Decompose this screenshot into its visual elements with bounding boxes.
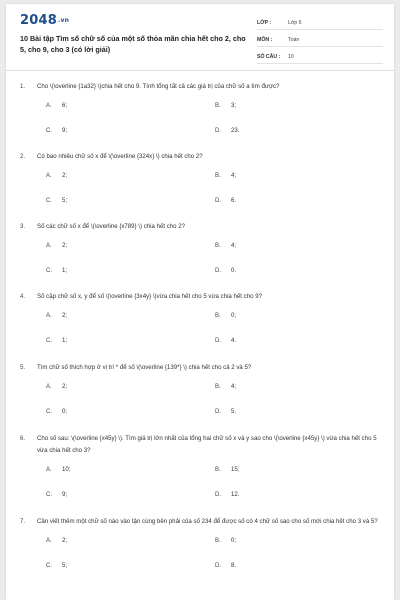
option-label: C.: [46, 337, 53, 344]
option-value: 0;: [231, 312, 237, 319]
option-d[interactable]: [215, 188, 384, 213]
option-c[interactable]: [46, 399, 215, 424]
option-value: 10;: [62, 466, 71, 473]
option-a[interactable]: [46, 93, 215, 118]
option-value: 4.: [231, 337, 237, 344]
option-a[interactable]: [46, 163, 215, 188]
option-b[interactable]: [215, 374, 384, 399]
option-d[interactable]: [215, 399, 384, 424]
option-b[interactable]: [215, 457, 384, 482]
question-stem: [20, 81, 384, 93]
question-5: [20, 362, 384, 424]
option-value: 8.: [231, 562, 237, 569]
question-3: [20, 221, 384, 283]
option-value: 12.: [231, 491, 240, 498]
option-d[interactable]: [215, 118, 384, 143]
option-value: 9;: [62, 491, 68, 498]
question-number: 5.: [20, 364, 26, 371]
question-text: Số các chữ số x để \(\overline {x789} \) chia hết cho 2?: [37, 223, 186, 230]
question-stem: [20, 516, 384, 528]
option-a[interactable]: [46, 233, 215, 258]
option-label: B.: [215, 312, 221, 319]
question-text: Cho số sau: \(\overline {x45y} \). Tìm giá trị lớn nhất của tổng hai chữ số x và y sao cho \(\overline {x45y} \) vừa chia hết cho 5 vừa chia hết cho 3?: [37, 435, 377, 454]
option-c[interactable]: [46, 553, 215, 578]
question-text: Tìm chữ số thích hợp ở vị trí * để số \(\overline {139*} \) chia hết cho cả 2 và 5?: [37, 364, 252, 371]
meta-value: 10: [288, 53, 294, 60]
site-logo[interactable]: [20, 13, 69, 28]
option-label: D.: [215, 562, 222, 569]
question-6: [20, 433, 384, 507]
meta-value: Toán: [288, 36, 300, 43]
option-label: A.: [46, 242, 52, 249]
option-d[interactable]: [215, 328, 384, 353]
question-text: Có bao nhiêu chữ số x để \(\overline {324x} \) chia hết cho 2?: [37, 153, 203, 160]
option-label: D.: [215, 408, 222, 415]
option-c[interactable]: [46, 328, 215, 353]
question-text: Số cặp chữ số x, y để số \(\overline {3x4y} \)vừa chia hết cho 5 vừa chia hết cho 9?: [37, 293, 262, 300]
question-number: 2.: [20, 153, 26, 160]
option-label: B.: [215, 537, 221, 544]
option-c[interactable]: [46, 482, 215, 507]
answer-options: [46, 303, 384, 353]
option-label: C.: [46, 562, 53, 569]
answer-options: [46, 233, 384, 283]
option-a[interactable]: [46, 528, 215, 553]
option-label: B.: [215, 466, 221, 473]
option-value: 2;: [62, 312, 68, 319]
option-b[interactable]: [215, 163, 384, 188]
meta-value: Lớp 6: [288, 19, 302, 26]
option-value: 4;: [231, 242, 237, 249]
question-stem: [20, 291, 384, 303]
option-label: C.: [46, 408, 53, 415]
option-value: 0;: [231, 537, 237, 544]
question-stem: [20, 433, 384, 457]
logo-main: 2048: [20, 13, 57, 28]
question-stem: [20, 151, 384, 163]
option-a[interactable]: [46, 457, 215, 482]
answer-options: [46, 457, 384, 507]
option-label: A.: [46, 537, 52, 544]
option-value: 4;: [231, 172, 237, 179]
option-value: 15;: [231, 466, 240, 473]
option-d[interactable]: [215, 553, 384, 578]
option-label: B.: [215, 383, 221, 390]
option-d[interactable]: [215, 482, 384, 507]
option-value: 0;: [62, 408, 68, 415]
meta-row-class: [257, 16, 383, 30]
option-value: 3;: [231, 102, 237, 109]
question-stem: [20, 221, 384, 233]
option-label: D.: [215, 127, 222, 134]
question-stem: [20, 362, 384, 374]
option-value: 6;: [62, 102, 68, 109]
option-c[interactable]: [46, 118, 215, 143]
logo-suffix: .vn: [57, 17, 70, 24]
question-7: [20, 516, 384, 578]
question-number: 7.: [20, 518, 26, 525]
option-b[interactable]: [215, 528, 384, 553]
option-value: 4;: [231, 383, 237, 390]
option-label: C.: [46, 197, 53, 204]
worksheet-header: [6, 4, 394, 71]
question-text: Cho \(\overline {1a32} \)chia hết cho 9. Tính tổng tất cả các giá trị của chữ số a tìm được?: [37, 83, 280, 90]
option-value: 2;: [62, 242, 68, 249]
option-value: 9;: [62, 127, 68, 134]
option-a[interactable]: [46, 374, 215, 399]
option-label: A.: [46, 312, 52, 319]
option-c[interactable]: [46, 188, 215, 213]
option-label: C.: [46, 127, 53, 134]
option-value: 5;: [62, 562, 68, 569]
option-value: 2;: [62, 383, 68, 390]
option-b[interactable]: [215, 93, 384, 118]
question-4: [20, 291, 384, 353]
option-value: 0.: [231, 267, 237, 274]
option-b[interactable]: [215, 303, 384, 328]
option-b[interactable]: [215, 233, 384, 258]
answer-options: [46, 93, 384, 143]
worksheet-title: 10 Bài tập Tìm số chữ số của một số thỏa mãn chia hết cho 2, cho 5, cho 9, cho 3 (có lời giải): [20, 34, 246, 54]
question-number: 3.: [20, 223, 26, 230]
question-1: [20, 81, 384, 143]
option-label: D.: [215, 267, 222, 274]
option-value: 2;: [62, 172, 68, 179]
option-c[interactable]: [46, 258, 215, 283]
meta-row-subject: [257, 33, 383, 47]
answer-options: [46, 528, 384, 578]
answer-options: [46, 163, 384, 213]
option-label: D.: [215, 337, 222, 344]
option-value: 23.: [231, 127, 240, 134]
option-value: 1;: [62, 267, 68, 274]
meta-key: MÔN :: [257, 36, 273, 43]
question-number: 4.: [20, 293, 26, 300]
question-2: [20, 151, 384, 213]
option-label: D.: [215, 491, 222, 498]
option-label: C.: [46, 267, 53, 274]
question-text: Cần viết thêm một chữ số nào vào tận cùng bên phải của số 234 để được số có 4 chữ số sao cho số mới chia hết cho 3 và 5?: [37, 518, 378, 525]
option-label: B.: [215, 242, 221, 249]
worksheet-page: [6, 4, 394, 600]
option-value: 6.: [231, 197, 237, 204]
question-number: 6.: [20, 435, 26, 442]
answer-options: [46, 374, 384, 424]
option-label: B.: [215, 102, 221, 109]
option-label: D.: [215, 197, 222, 204]
option-d[interactable]: [215, 258, 384, 283]
question-number: 1.: [20, 83, 26, 90]
option-value: 5;: [62, 197, 68, 204]
meta-key: SỐ CÂU :: [257, 53, 281, 60]
option-value: 2;: [62, 537, 68, 544]
option-label: C.: [46, 491, 53, 498]
meta-key: LỚP :: [257, 19, 272, 26]
option-value: 1;: [62, 337, 68, 344]
worksheet-meta: [257, 16, 383, 67]
option-label: A.: [46, 172, 52, 179]
option-label: B.: [215, 172, 221, 179]
option-a[interactable]: [46, 303, 215, 328]
meta-row-question-count: [257, 50, 383, 64]
option-label: A.: [46, 102, 52, 109]
option-value: 5.: [231, 408, 237, 415]
option-label: A.: [46, 466, 52, 473]
option-label: A.: [46, 383, 52, 390]
